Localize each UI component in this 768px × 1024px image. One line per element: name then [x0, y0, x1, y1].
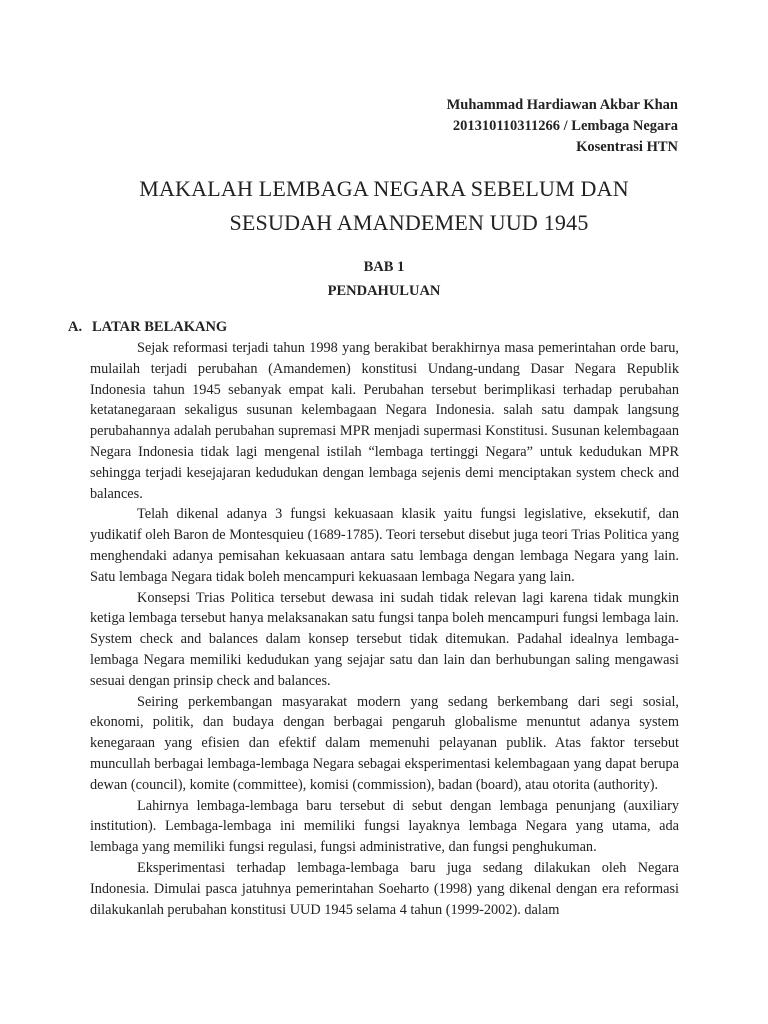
author-id-line: 201310110311266 / Lembaga Negara	[452, 118, 678, 134]
document-title	[0, 172, 768, 240]
paragraph: Konsepsi Trias Politica tersebut dewasa ini sudah tidak relevan lagi karena tidak mungkin ketiga lembaga tersebut hanya melaksanakan satu fungsi tanpa boleh mencampuri fungsi lembaga lain. System check and balances dalam konsep tersebut tidak ditemukan. Padahal idealnya lembaga-lembaga Negara memiliki kedudukan yang sejajar satu dan lain dan berhubungan saling mengawasi sesuai dengan prinsip check and balances.	[90, 589, 679, 689]
title-line-2: SESUDAH AMANDEMEN UUD 1945	[229, 210, 589, 235]
chapter-number: BAB 1	[363, 259, 405, 275]
paragraph: Seiring perkembangan masyarakat modern yang sedang berkembang dari segi sosial, ekonomi, politik, dan budaya dengan berbagai pengaruh globalisme menuntut adanya system kenegaraan yang efisien dan efektif dalam memenuhi pelayanan publik. Atas faktor tersebut muncullah berbagai lembaga-lembaga Negara sebagai eksperimentasi kelembagaan yang dapat berupa dewan (council), komite (committee), komisi (commission), badan (board), atau otorita (authority).	[90, 693, 679, 793]
paragraph: Telah dikenal adanya 3 fungsi kekuasaan klasik yaitu fungsi legislative, eksekutif, dan yudikatif oleh Baron de Montesquieu (1689-1785). Teori tersebut disebut juga teori Trias Politica yang menghendaki adanya pemisahan kekuasaan antara satu lembaga dengan lembaga Negara yang lain. Satu lembaga Negara tidak boleh mencampuri kekuasaan lembaga Negara yang lain.	[90, 506, 679, 585]
section-title: LATAR BELAKANG	[92, 319, 228, 335]
chapter-name: PENDAHULUAN	[327, 283, 441, 299]
chapter-heading	[0, 255, 768, 303]
paragraph: Lahirnya lembaga-lembaga baru tersebut di sebut dengan lembaga penunjang (auxiliary institution). Lembaga-lembaga ini memiliki fungsi layaknya lembaga Negara yang utama, ada lembaga yang memiliki fungsi regulasi, fungsi administrative, dan fungsi penghukuman.	[90, 797, 679, 856]
paragraph: Sejak reformasi terjadi tahun 1998 yang berakibat berakhirnya masa pemerintahan orde baru, mulailah terjadi perubahan (Amandemen) konstitusi Undang-undang Dasar Negara Republik Indonesia tahun 1945 sebanyak empat kali. Perubahan tersebut berimplikasi terhadap perubahan ketatanegaraan sekaligus susunan kelembagaan Negara Indonesia. salah satu dampak langsung perubahannya adalah perubahan supremasi MPR menjadi supermasi Konstitusi. Susunan kelembagaan Negara Indonesia tidak lagi mengenal istilah “lembaga tertinggi Negara” untuk kedudukan MPR sehingga terjadi kesejajaran kedudukan dengan lembaga sejenis demi menciptakan system check and balances.	[90, 340, 679, 502]
body-text	[90, 338, 679, 920]
author-concentration: Kosentrasi HTN	[576, 139, 678, 155]
paragraph: Eksperimentasi terhadap lembaga-lembaga baru juga sedang dilakukan oleh Negara Indonesia. Dimulai pasca jatuhnya pemerintahan Soeharto (1998) yang dikenal dengan era reformasi dilakukanlah perubahan konstitusi UUD 1945 selama 4 tahun (1999-2002). dalam	[90, 859, 679, 918]
title-line-1: MAKALAH LEMBAGA NEGARA SEBELUM DAN	[139, 176, 629, 201]
author-name: Muhammad Hardiawan Akbar Khan	[446, 97, 678, 113]
section-marker: A.	[68, 319, 83, 335]
author-block	[447, 95, 678, 158]
section-heading	[68, 317, 227, 337]
